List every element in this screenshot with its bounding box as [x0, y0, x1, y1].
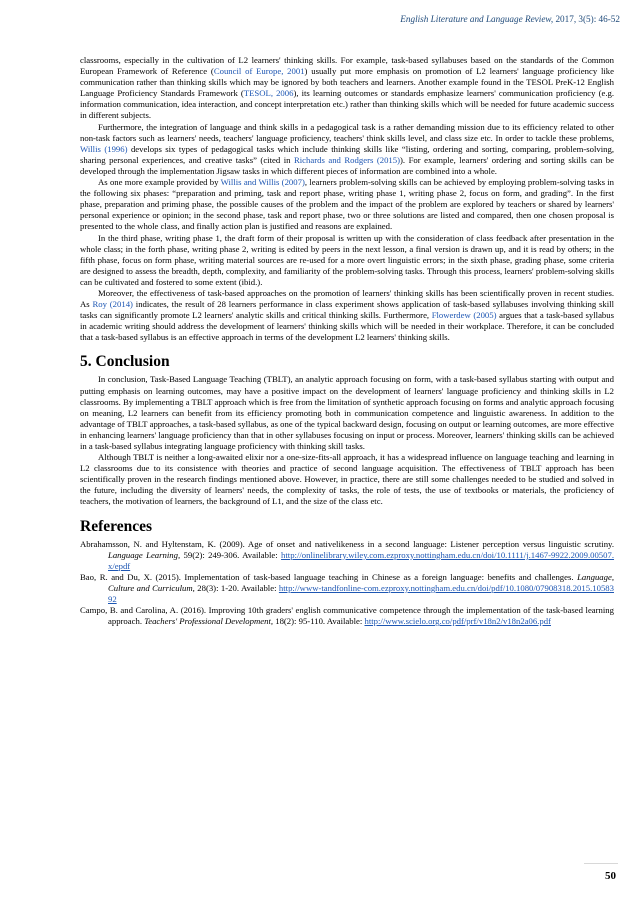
reference-url-link[interactable]: http://www-tandfonline-com.ezproxy.nottingham.edu.cn/doi/pdf/10.1080/07908318.2015.1058392 — [108, 582, 614, 605]
reference-item: Campo, B. and Carolina, A. (2016). Improving 10th graders' english communicative competence through the implementation of the task-based learning approach. Teachers' Professional Development, 18(2): 95-110. Available: http://www.scielo.org.co/pdf/prf/v18n2/v18n2a06.pdf — [80, 605, 614, 627]
reference-item: Bao, R. and Du, X. (2015). Implementation of task-based language teaching in Chinese as a foreign language: benefits and challenges. Language, Culture and Curriculum, 28(3): 1-20. Available: http://www-tandfonline-com.ezproxy.nottingham.edu.cn/doi/pdf/10.1080/07908318.2015.1058392 — [80, 571, 614, 605]
conclusion-paragraph-1: In conclusion, Task-Based Language Teaching (TBLT), an analytic approach focusing on form, with a task-based syllabus starting with output and putting emphasis on learning outcomes, may have a positive impact on the development of learners' language proficiency and thinking skills in L2 classrooms. By implementing a TBLT approach which is free from the limitation of synthetic approach focusing on forms and analytic approach focusing on meaning, L2 learners can benefit from its efficiency promoting both in communication competence and linguistic awareness. In addition to the advantage of TBLT approaches, a task-based syllabus, as one of the typical backward design, focusing on output or learning outcomes, are more effective in enhancing learners' language proficiency than that in other syllabuses focusing on input or process. Moreover, learners' thinking skills can be achieved in a task-based syllabus integrating language proficiency with thinking skill tasks. — [80, 374, 614, 451]
citation-link[interactable]: TESOL, 2006 — [243, 88, 294, 99]
journal-citation: 2017, 3(5): 46-52 — [553, 14, 620, 24]
page-content — [80, 55, 614, 627]
body-paragraph-5: Moreover, the effectiveness of task-based approaches on the promotion of learners' thinking skills has been scientifically proven in recent studies. As Roy (2014) indicates, the result of 28 learners performance in class experiment shows application of task-based syllabuses involving thinking skill tasks can significantly promote L2 learners' analytic skills and critical thinking skills. Furthermore, Flowerdew (2005) argues that a task-based syllabus in academic writing should address the development of learners' thinking skills which will be needed in their workplace. Therefore, it can be concluded that a task-based syllabus is an effective approach in terms of the development L2 learners' thinking skills. — [80, 287, 614, 343]
body-paragraph-1: classrooms, especially in the cultivation of L2 learners' thinking skills. For example, task-based syllabuses based on the standards of the Common European Framework of Reference (Council of Europe, 2001) usually put more emphasis on promotion of L2 learners' language proficiency like communication rather than thinking skills which may be ignored by both teachers and learners. Another example found in the TESOL PreK-12 English Language Proficiency Standards Framework (TESOL, 2006), its learning outcomes or standards emphasize learners' communication proficiency (e.g. information communication, idea interaction, and concept interpretation etc.) rather than thinking skills which will be needed for future academic success in different subjects. — [80, 55, 615, 121]
citation-link[interactable]: Willis (1996) — [80, 143, 128, 154]
references-heading: References — [80, 517, 153, 535]
citation-link[interactable]: Flowerdew (2005) — [431, 310, 497, 321]
citation-link[interactable]: Richards and Rodgers (2015) — [293, 154, 401, 165]
body-paragraph-2: Furthermore, the integration of language and think skills in a pedagogical task is a rather demanding mission due to its efficiency related to other non-task factors such as learners' needs, teachers' language proficiency, teachers' think skills level, and class size etc. In order to tackle these problems, Willis (1996) develops six types of pedagogical tasks which include thinking skills like “listing, ordering and sorting, comparing, problem-solving, sharing personal experiences, and creative tasks” (cited in Richards and Rodgers (2015)). For example, learners' ordering and sorting skills can be developed through the implementation Jigsaw tasks in which different pieces of information are combined into a whole. — [80, 121, 614, 176]
journal-name: English Literature and Language Review, — [400, 14, 554, 24]
body-paragraph-3: As one more example provided by Willis and Willis (2007), learners problem-solving skills can be achieved by employing problem-solving tasks in the following six phases: “preparation and priming, task and report phase, writing phase 1, writing phase 2, focus on form, and grading”. In the first phase, preparation and priming phase, the possible causes of the problem and the impact of the problem are explored by teachers or shared by learners' personal experience or opinion; in the second phase, task and report phase, two or three solutions are listed and compared, then one chosen proposal is presented to the whole class, and finally action plan is justified and reasons are explained. — [80, 177, 615, 232]
citation-link[interactable]: Roy (2014) — [92, 299, 133, 310]
citation-link[interactable]: Council of Europe, 2001 — [213, 66, 305, 77]
body-paragraph-4: In the third phase, writing phase 1, the draft form of their proposal is written up with the consideration of class feedback after presentation in the whole class; in the forth phase, writing phase 2, writing is edited by peers in the next lesson, a final version is drawn up, and it is read by others; in the fifth phase, focus on form phase, writing material sources are re-used for a more overt linguistic errors; in the sixth phase, grading phase, some criteria are designed to assess the breadth, depth, complexity, and familiarity of the problem-solving tasks. Through this process, learners' problem-solving skills can be cultivated and fostered to some extent (ibid.). — [80, 232, 614, 287]
reference-url-link[interactable]: http://onlinelibrary.wiley.com.ezproxy.nottingham.edu.cn/doi/10.1111/j.1467-9922.2009.00507.x/epdf — [108, 549, 615, 571]
footer-divider — [584, 863, 618, 864]
running-header — [400, 14, 620, 24]
reference-item: Abrahamsson, N. and Hyltenstam, K. (2009). Age of onset and nativelikeness in a second language: Listener perception versus linguistic scrutiny. Language Learning, 59(2): 249-306. Available: http://onlinelibrary.wiley.com.ezproxy.nottingham.edu.cn/doi/10.1111/j.1467-9922.2009.00507.x/epdf — [80, 538, 615, 571]
page-number: 50 — [605, 870, 616, 882]
conclusion-heading: 5. Conclusion — [80, 353, 170, 371]
citation-link[interactable]: Willis and Willis (2007) — [220, 177, 305, 188]
conclusion-paragraph-2: Although TBLT is neither a long-awaited elixir nor a one-size-fits-all approach, it has a widespread influence on language teaching and learning in L2 classrooms due to its consistence with theories and practice of second language acquisition. The effectiveness of TBLT approach has been scientifically proven in the research findings mentioned above. However, in practice, there are still some challenges needed to be studied and solved in the future, including the diversity of learners' needs, the complexity of tasks, the role of tests, the use of textbooks or materials, the proficiency of teachers, the motivation of learners, the background of L1, and the size of the class etc. — [80, 452, 614, 507]
reference-url-link[interactable]: http://www.scielo.org.co/pdf/prf/v18n2/v18n2a06.pdf — [364, 616, 551, 627]
